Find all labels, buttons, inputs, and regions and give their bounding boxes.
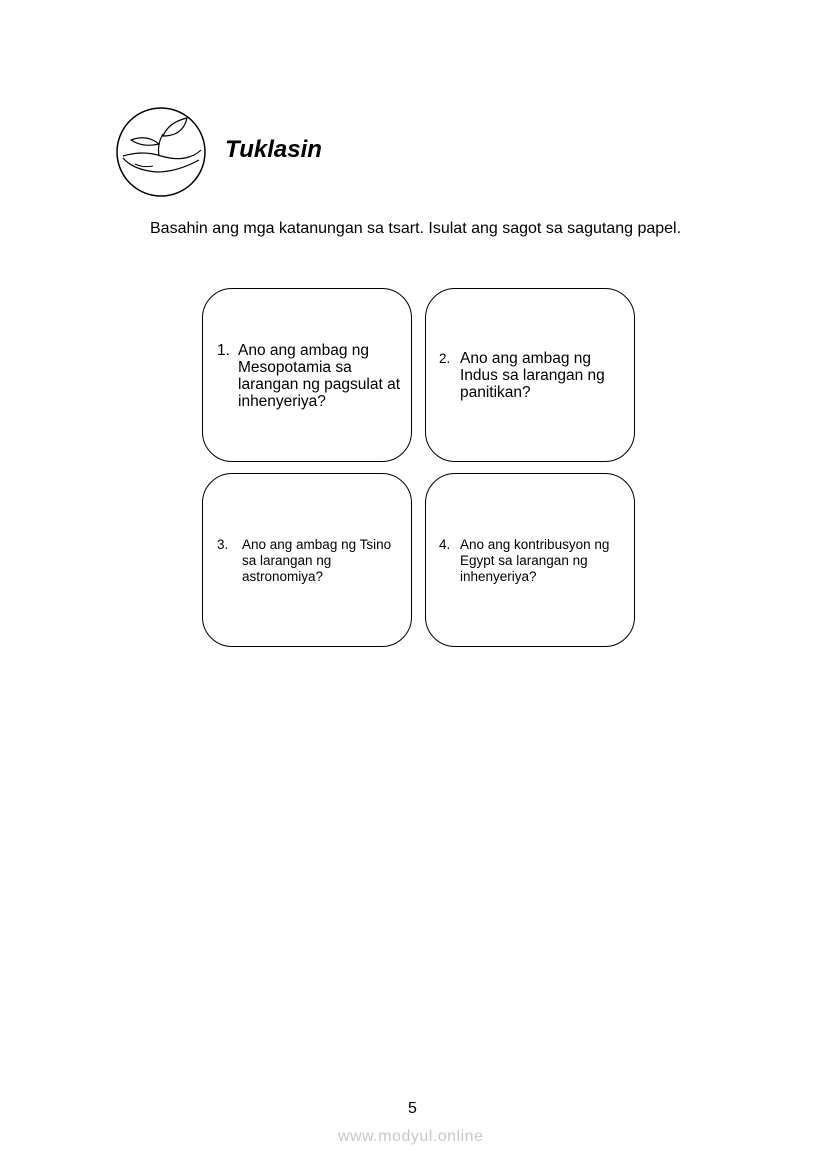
instruction-text: Basahin ang mga katanungan sa tsart. Isulat ang sagot sa sagutang papel. [150,220,682,237]
question-2: 2. Ano ang ambag ng Indus sa larangan ng panitikan? [439,350,605,401]
hand-plant-icon [113,106,209,198]
section-title: Tuklasin [225,136,322,163]
watermark: www.modyul.online [338,1128,484,1145]
question-3: 3. Ano ang ambag ng Tsino sa larangan ng astronomiya? [217,537,392,584]
question-1: 1. Ano ang ambag ng Mesopotamia sa larangan ng pagsulat at inhenyeriya? [217,342,401,410]
page-number: 5 [408,1100,417,1117]
question-4: 4. Ano ang kontribusyon ng Egypt sa larangan ng inhenyeriya? [439,537,610,584]
